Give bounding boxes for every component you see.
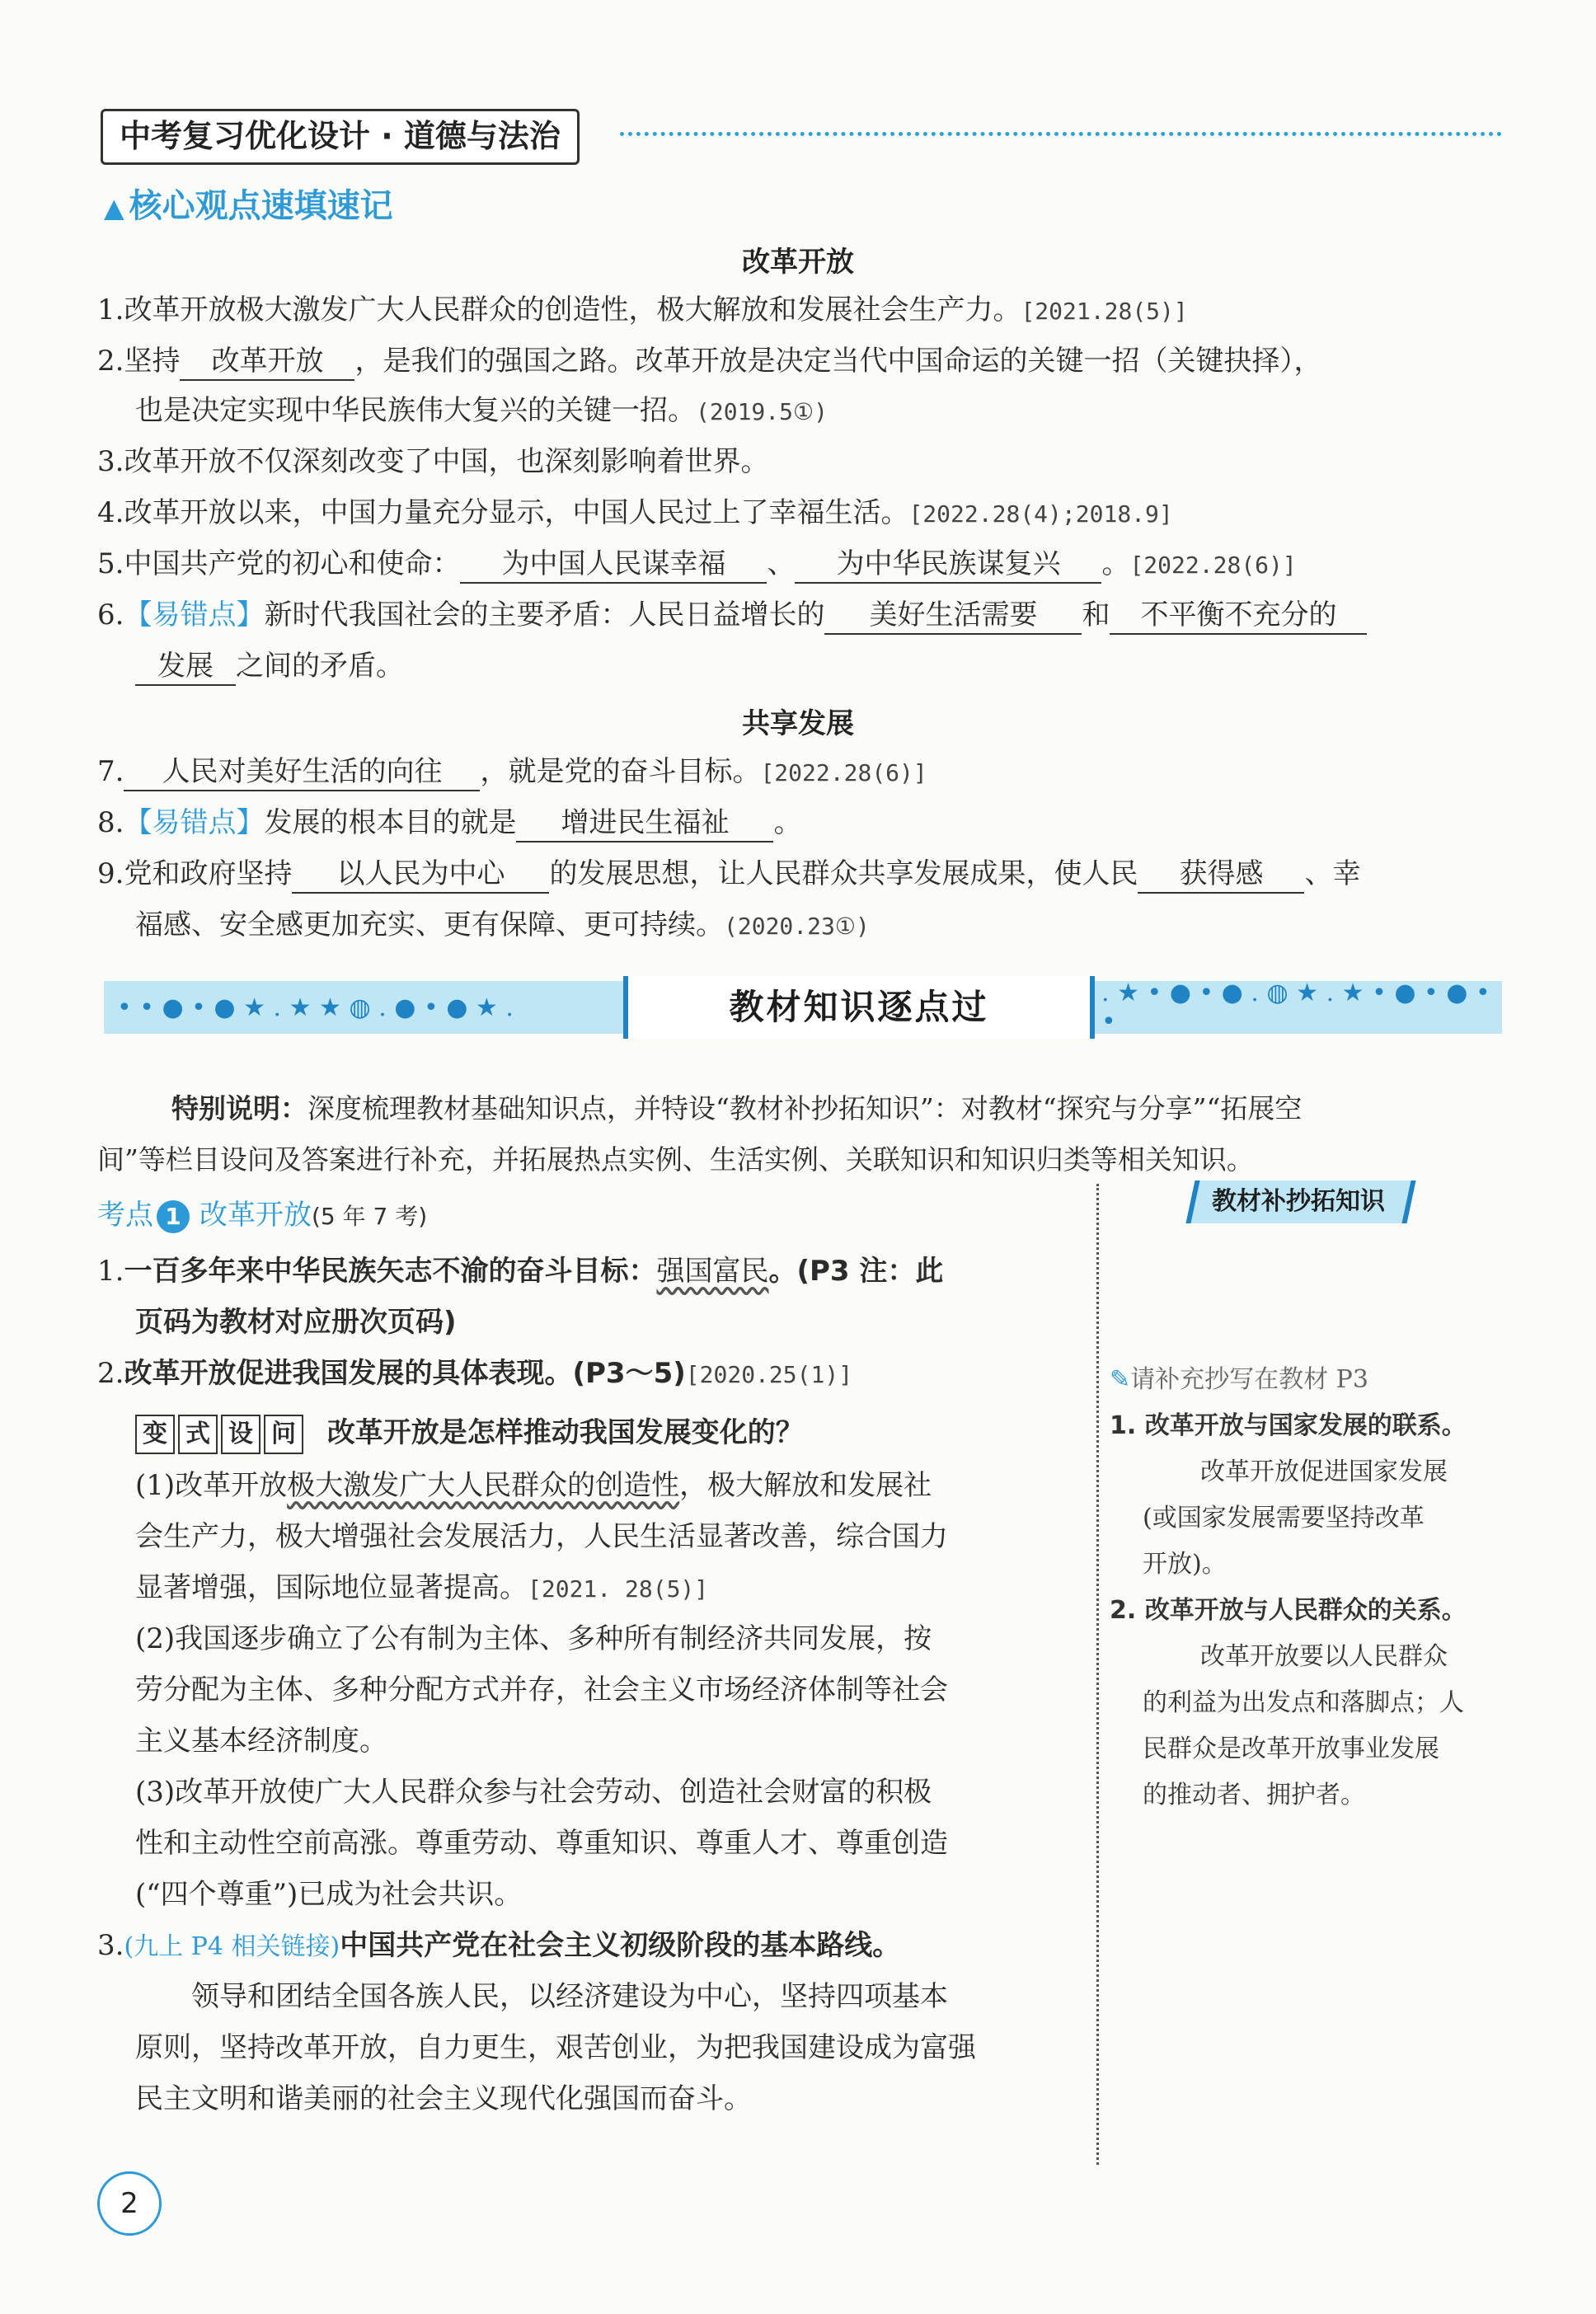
special-note-line: 间”等栏目设问及答案进行补充，并拓展热点实例、生活实例、关联知识和知识归类等相关知识。 bbox=[97, 1143, 1254, 1176]
sidebar-item-heading: 2. 改革开放与人民群众的关系。 bbox=[1110, 1596, 1467, 1625]
error-prone-tag: 【易错点】 bbox=[124, 598, 265, 631]
answer-line: 会生产力，极大增强社会发展活力，人民生活显著改善，综合国力 bbox=[135, 1520, 948, 1553]
answer-line: 性和主动性空前高涨。尊重劳动、尊重知识、尊重人才、尊重创造 bbox=[135, 1827, 948, 1860]
sidebar-line: 的推动者、拥护者。 bbox=[1143, 1781, 1365, 1809]
list-item: 2.改革开放促进我国发展的具体表现。(P3～5)[2020.25(1)] bbox=[97, 1357, 853, 1390]
answer-blank: 改革开放 bbox=[180, 343, 354, 381]
sidebar-line: 的利益为出发点和落脚点；人 bbox=[1143, 1688, 1464, 1717]
sidebar-line: (或国家发展需要坚持改革 bbox=[1143, 1504, 1425, 1532]
exam-point-heading: 考点 1 改革开放(5 年 7 考) bbox=[97, 1199, 428, 1232]
answer-line: (1)改革开放极大激发广大人民群众的创造性，极大解放和发展社 bbox=[135, 1469, 932, 1502]
subheading-reform: 改革开放 bbox=[742, 246, 854, 279]
list-item: 7. 人民对美好生活的向往 ，就是党的奋斗目标。[2022.28(6)] bbox=[97, 747, 927, 798]
pen-icon: ✎ bbox=[1110, 1365, 1131, 1394]
answer-blank: 美好生活需要 bbox=[824, 597, 1082, 635]
sidebar-line: 开放)。 bbox=[1143, 1550, 1227, 1579]
error-prone-tag: 【易错点】 bbox=[124, 806, 265, 839]
sidebar-item-heading: 1. 改革开放与国家发展的联系。 bbox=[1110, 1411, 1467, 1440]
answer-blank: 以人民为中心 bbox=[292, 856, 549, 894]
paragraph-line: 领导和团结全国各族人民，以经济建设为中心，坚持四项基本 bbox=[191, 1980, 948, 2013]
special-note-line: 特别说明：深度梳理教材基础知识点，并特设“教材补抄拓知识”：对教材“探究与分享”“拓展空 bbox=[171, 1092, 1303, 1124]
list-item: 8.【易错点】发展的根本目的就是 增进民生福祉 。 bbox=[97, 798, 801, 847]
paragraph-line: 原则，坚持改革开放，自力更生，艰苦创业，为把我国建设成为富强 bbox=[135, 2031, 976, 2064]
triangle-icon: ▲ bbox=[104, 192, 124, 223]
sidebar-line: 民群众是改革开放事业发展 bbox=[1143, 1734, 1439, 1763]
related-link-tag: (九上 P4 相关链接) bbox=[124, 1932, 340, 1961]
page-number: 2 bbox=[97, 2171, 162, 2236]
answer-blank: 人民对美好生活的向往 bbox=[124, 753, 480, 791]
list-item: 1.一百多年来中华民族矢志不渝的奋斗目标：强国富民。(P3 注：此 bbox=[97, 1255, 944, 1288]
column-divider bbox=[1096, 1184, 1099, 2165]
exam-point-number-badge: 1 bbox=[157, 1200, 190, 1233]
answer-blank: 为中国人民谋幸福 bbox=[460, 546, 767, 584]
list-item: 1.改革开放极大激发广大人民群众的创造性，极大解放和发展社会生产力。[2021.28(5)] bbox=[97, 293, 1188, 326]
subheading-shared-development: 共享发展 bbox=[742, 707, 854, 740]
answer-blank: 不平衡不充分的 bbox=[1110, 597, 1367, 635]
sidebar-line: 改革开放要以人民群众 bbox=[1200, 1642, 1448, 1671]
list-item: 5.中国共产党的初心和使命： 为中国人民谋幸福 、 为中华民族谋复兴 。[2022.28(6)] bbox=[97, 539, 1297, 590]
list-item-continuation: 也是决定实现中华民族伟大复兴的关键一招。(2019.5①) bbox=[135, 394, 828, 427]
list-item-continuation: 页码为教材对应册次页码) bbox=[135, 1306, 457, 1339]
header-title: 中考复习优化设计 · 道德与法治 bbox=[101, 109, 580, 165]
answer-line: (3)改革开放使广大人民群众参与社会劳动、创造社会财富的积极 bbox=[135, 1776, 932, 1809]
list-item: 6.【易错点】新时代我国社会的主要矛盾：人民日益增长的 美好生活需要 和 不平衡不充分的 bbox=[97, 590, 1367, 640]
answer-blank: 增进民生福祉 bbox=[516, 805, 773, 843]
answer-line: 主义基本经济制度。 bbox=[135, 1725, 387, 1758]
section-banner bbox=[104, 981, 1502, 1034]
list-item: 3.改革开放不仅深刻改变了中国，也深刻影响着世界。 bbox=[97, 445, 769, 478]
answer-line: 显著增强，国际地位显著提高。[2021. 28(5)] bbox=[135, 1571, 709, 1604]
list-item: 9.党和政府坚持 以人民为中心 的发展思想，让人民群众共享发展成果，使人民 获得感 、幸 bbox=[97, 849, 1360, 899]
sidebar-line: 改革开放促进国家发展 bbox=[1200, 1457, 1448, 1486]
list-item-continuation: 福感、安全感更加充实、更有保障、更可持续。(2020.23①) bbox=[135, 908, 870, 941]
answer-line: (“四个尊重”)已成为社会共识。 bbox=[135, 1878, 523, 1911]
list-item: 2.坚持 改革开放 ，是我们的强国之路。改革开放是决定当代中国命运的关键一招（关键抉择）， bbox=[97, 336, 1321, 386]
header-dotted-rule bbox=[620, 132, 1502, 136]
answer-line: (2)我国逐步确立了公有制为主体、多种所有制经济共同发展，按 bbox=[135, 1622, 932, 1655]
paragraph-line: 民主文明和谐美丽的社会主义现代化强国而奋斗。 bbox=[135, 2082, 752, 2115]
answer-blank: 获得感 bbox=[1138, 856, 1304, 894]
list-item-continuation: 发展 之间的矛盾。 bbox=[135, 641, 404, 691]
section-title: ▲ 核心观点速填速记 bbox=[104, 187, 393, 225]
list-item: 3.(九上 P4 相关链接)中国共产党在社会主义初级阶段的基本路线。 bbox=[97, 1929, 901, 1962]
banner-title: 教材知识逐点过 bbox=[623, 976, 1095, 1039]
answer-blank: 为中华民族谋复兴 bbox=[795, 546, 1101, 584]
banner-decoration-right: . ★ • ● • ● . ◍ ★ . ★ • ● • ● • • bbox=[1101, 979, 1490, 1036]
answer-blank: 发展 bbox=[135, 648, 236, 686]
variant-question: 变 式 设 问 改革开放是怎样推动我国发展变化的？ bbox=[135, 1408, 804, 1457]
banner-decoration-left: • • ● • ● ★ . ★ ★ ◍ . ● • ● ★ . bbox=[117, 993, 514, 1022]
sidebar-title: 教材补抄拓知识 bbox=[1185, 1180, 1415, 1223]
answer-line: 劳分配为主体、多种分配方式并存，社会主义市场经济体制等社会 bbox=[135, 1673, 948, 1706]
list-item: 4.改革开放以来，中国力量充分显示，中国人民过上了幸福生活。[2022.28(4);2018.9] bbox=[97, 496, 1173, 529]
sidebar-hint: ✎请补充抄写在教材 P3 bbox=[1110, 1365, 1368, 1394]
